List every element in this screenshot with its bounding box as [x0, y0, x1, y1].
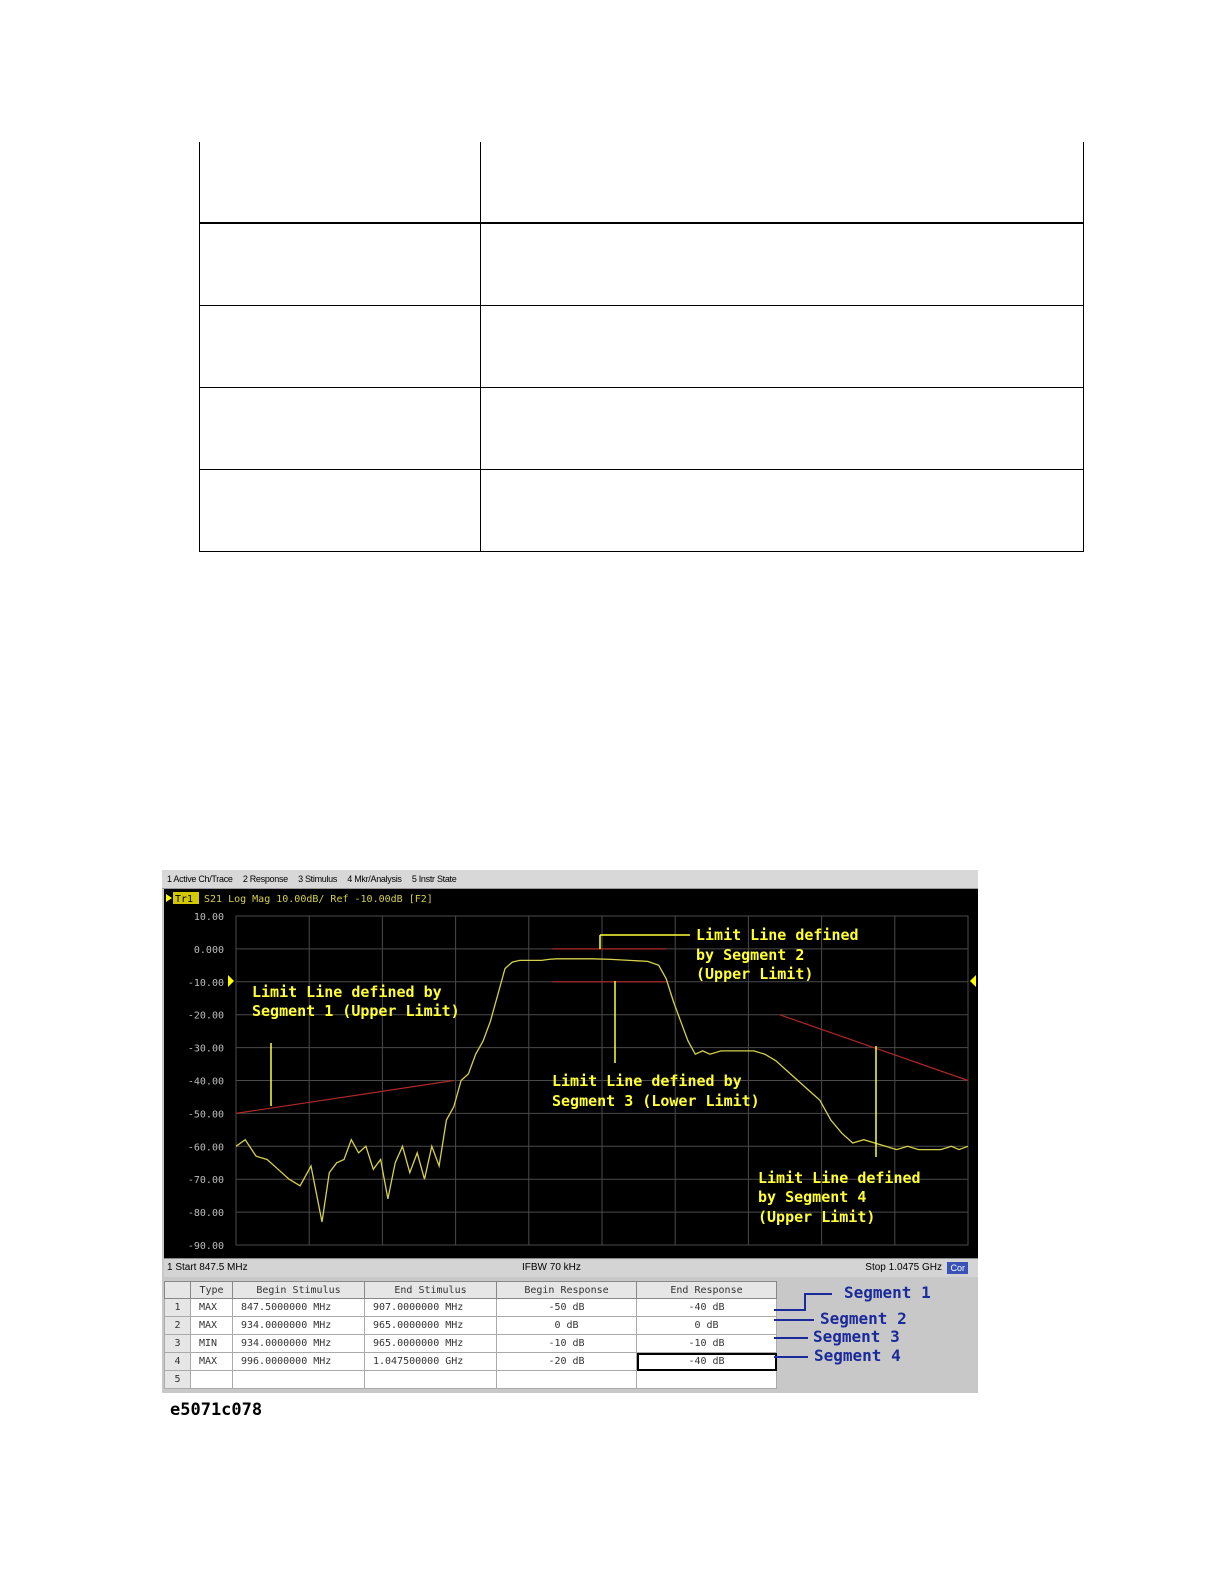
table-cell: [200, 223, 481, 306]
annotation-seg3-line2: Segment 3 (Lower Limit): [552, 1092, 760, 1110]
cell-end-response[interactable]: [637, 1371, 777, 1389]
figure-id: e5071c078: [170, 1400, 263, 1420]
cell-end-response[interactable]: 0 dB: [637, 1317, 777, 1335]
menu-item-response[interactable]: 2 Response: [242, 874, 288, 884]
y-tick-label: -70.00: [187, 1175, 224, 1187]
row-index: 3: [165, 1335, 191, 1353]
cell-type[interactable]: MAX: [191, 1317, 233, 1335]
table-row[interactable]: [165, 1353, 777, 1371]
ifbw-value[interactable]: IFBW 70 kHz: [522, 1262, 581, 1273]
segment-1-label: Segment 1: [844, 1283, 931, 1302]
table-row[interactable]: [165, 1371, 777, 1389]
y-tick-label: -20.00: [187, 1010, 224, 1022]
table-row[interactable]: [165, 1299, 777, 1317]
cell-end-response[interactable]: -40 dB: [637, 1299, 777, 1317]
y-tick-label: -40.00: [187, 1076, 224, 1088]
segment-1-leader-line-vertical: [804, 1293, 806, 1311]
segment-2-label: Segment 2: [820, 1309, 907, 1328]
y-tick-label: -50.00: [187, 1109, 224, 1121]
table-cell: [200, 470, 481, 552]
cell-begin-stimulus[interactable]: 847.5000000 MHz: [233, 1299, 365, 1317]
table-cell: [200, 388, 481, 470]
active-trace-arrow-icon: [166, 894, 172, 902]
segment-labels: [774, 1281, 978, 1393]
annotation-seg3-line1: Limit Line defined by: [552, 1072, 742, 1090]
cell-begin-response[interactable]: 0 dB: [497, 1317, 637, 1335]
annotation-seg1-line2: Segment 1 (Upper Limit): [252, 1002, 460, 1020]
trace-badge-label: Tr1: [175, 894, 194, 905]
cell-end-stimulus[interactable]: 965.0000000 MHz: [365, 1335, 497, 1353]
cell-end-stimulus[interactable]: 907.0000000 MHz: [365, 1299, 497, 1317]
menu-item-active-ch-trace[interactable]: 1 Active Ch/Trace: [167, 874, 233, 884]
annotation-seg2-line1: Limit Line defined: [696, 926, 859, 944]
table-row[interactable]: [165, 1335, 777, 1353]
table-cell: [200, 142, 481, 223]
col-header-begin-response: Begin Response: [497, 1282, 637, 1299]
cell-begin-stimulus[interactable]: 996.0000000 MHz: [233, 1353, 365, 1371]
cell-end-stimulus[interactable]: [365, 1371, 497, 1389]
cell-begin-response[interactable]: -50 dB: [497, 1299, 637, 1317]
table-cell: [481, 470, 1084, 552]
correction-badge: Cor: [947, 1262, 968, 1274]
trace-plot: [164, 889, 978, 1258]
cell-begin-stimulus[interactable]: 934.0000000 MHz: [233, 1317, 365, 1335]
col-header-type: Type: [191, 1282, 233, 1299]
cell-end-stimulus[interactable]: 965.0000000 MHz: [365, 1317, 497, 1335]
annotation-seg4-line3: (Upper Limit): [758, 1208, 876, 1226]
table-cell: [481, 142, 1084, 223]
segment-3-leader-line: [774, 1337, 808, 1339]
cell-begin-stimulus[interactable]: 934.0000000 MHz: [233, 1335, 365, 1353]
table-cell: [481, 223, 1084, 306]
row-index: 4: [165, 1353, 191, 1371]
y-tick-label: -80.00: [187, 1208, 224, 1220]
row-index: 1: [165, 1299, 191, 1317]
softkey-menu-bar: [162, 870, 978, 889]
table-cell: [481, 388, 1084, 470]
limit-line-segment-1: [236, 1081, 454, 1114]
menu-item-mkr-analysis[interactable]: 4 Mkr/Analysis: [347, 874, 402, 884]
analyzer-screenshot: [162, 870, 978, 1393]
col-header-end-response: End Response: [637, 1282, 777, 1299]
annotation-seg2-line3: (Upper Limit): [696, 965, 814, 983]
cell-begin-response[interactable]: -10 dB: [497, 1335, 637, 1353]
cell-end-response-selected[interactable]: -40 dB: [637, 1353, 777, 1371]
trace-display: [164, 889, 978, 1258]
cell-end-response[interactable]: -10 dB: [637, 1335, 777, 1353]
cell-type[interactable]: MAX: [191, 1299, 233, 1317]
col-header-end-stimulus: End Stimulus: [365, 1282, 497, 1299]
y-tick-label: -10.00: [187, 977, 224, 989]
segment-4-leader-line: [774, 1356, 808, 1358]
y-tick-label: -90.00: [187, 1241, 224, 1252]
annotation-seg1-line1: Limit Line defined by: [252, 983, 442, 1001]
cell-type[interactable]: MAX: [191, 1353, 233, 1371]
segment-2-leader-line: [774, 1319, 814, 1321]
channel-status-bar: [164, 1258, 978, 1277]
y-tick-labels: [188, 912, 224, 1252]
y-tick-label: 0.000: [193, 944, 224, 956]
annotation-seg4-line1: Limit Line defined: [758, 1169, 921, 1187]
menu-item-stimulus[interactable]: 3 Stimulus: [298, 874, 338, 884]
y-tick-label: -60.00: [187, 1142, 224, 1154]
cell-begin-stimulus[interactable]: [233, 1371, 365, 1389]
stop-frequency[interactable]: Stop 1.0475 GHz: [865, 1262, 942, 1273]
start-frequency[interactable]: 1 Start 847.5 MHz: [167, 1262, 248, 1273]
ref-level-left-marker-icon: [228, 975, 234, 987]
ref-level-right-marker-icon: [970, 975, 976, 987]
row-index: 5: [165, 1371, 191, 1389]
menu-item-instr-state[interactable]: 5 Instr State: [411, 874, 457, 884]
y-tick-label: -30.00: [187, 1043, 224, 1055]
segment-4-label: Segment 4: [814, 1346, 901, 1365]
col-header-begin-stimulus: Begin Stimulus: [233, 1282, 365, 1299]
cell-begin-response[interactable]: [497, 1371, 637, 1389]
document-table: [199, 142, 1084, 552]
table-row[interactable]: [165, 1317, 777, 1335]
segment-1-leader-line: [774, 1309, 804, 1311]
row-index: 2: [165, 1317, 191, 1335]
segment-3-label: Segment 3: [813, 1327, 900, 1346]
segment-1-leader-line-top: [804, 1293, 832, 1295]
y-tick-label: 10.00: [193, 912, 224, 923]
table-cell: [481, 306, 1084, 388]
cell-type[interactable]: [191, 1371, 233, 1389]
cell-end-stimulus[interactable]: 1.047500000 GHz: [365, 1353, 497, 1371]
trace-header-text: S21 Log Mag 10.00dB/ Ref -10.00dB [F2]: [204, 894, 433, 905]
cell-begin-response[interactable]: -20 dB: [497, 1353, 637, 1371]
col-header-index: [165, 1282, 191, 1299]
limit-segment-table: [164, 1281, 777, 1389]
annotation-seg2-line2: by Segment 2: [696, 946, 805, 964]
cell-type[interactable]: MIN: [191, 1335, 233, 1353]
annotation-seg4-line2: by Segment 4: [758, 1188, 867, 1206]
table-cell: [200, 306, 481, 388]
